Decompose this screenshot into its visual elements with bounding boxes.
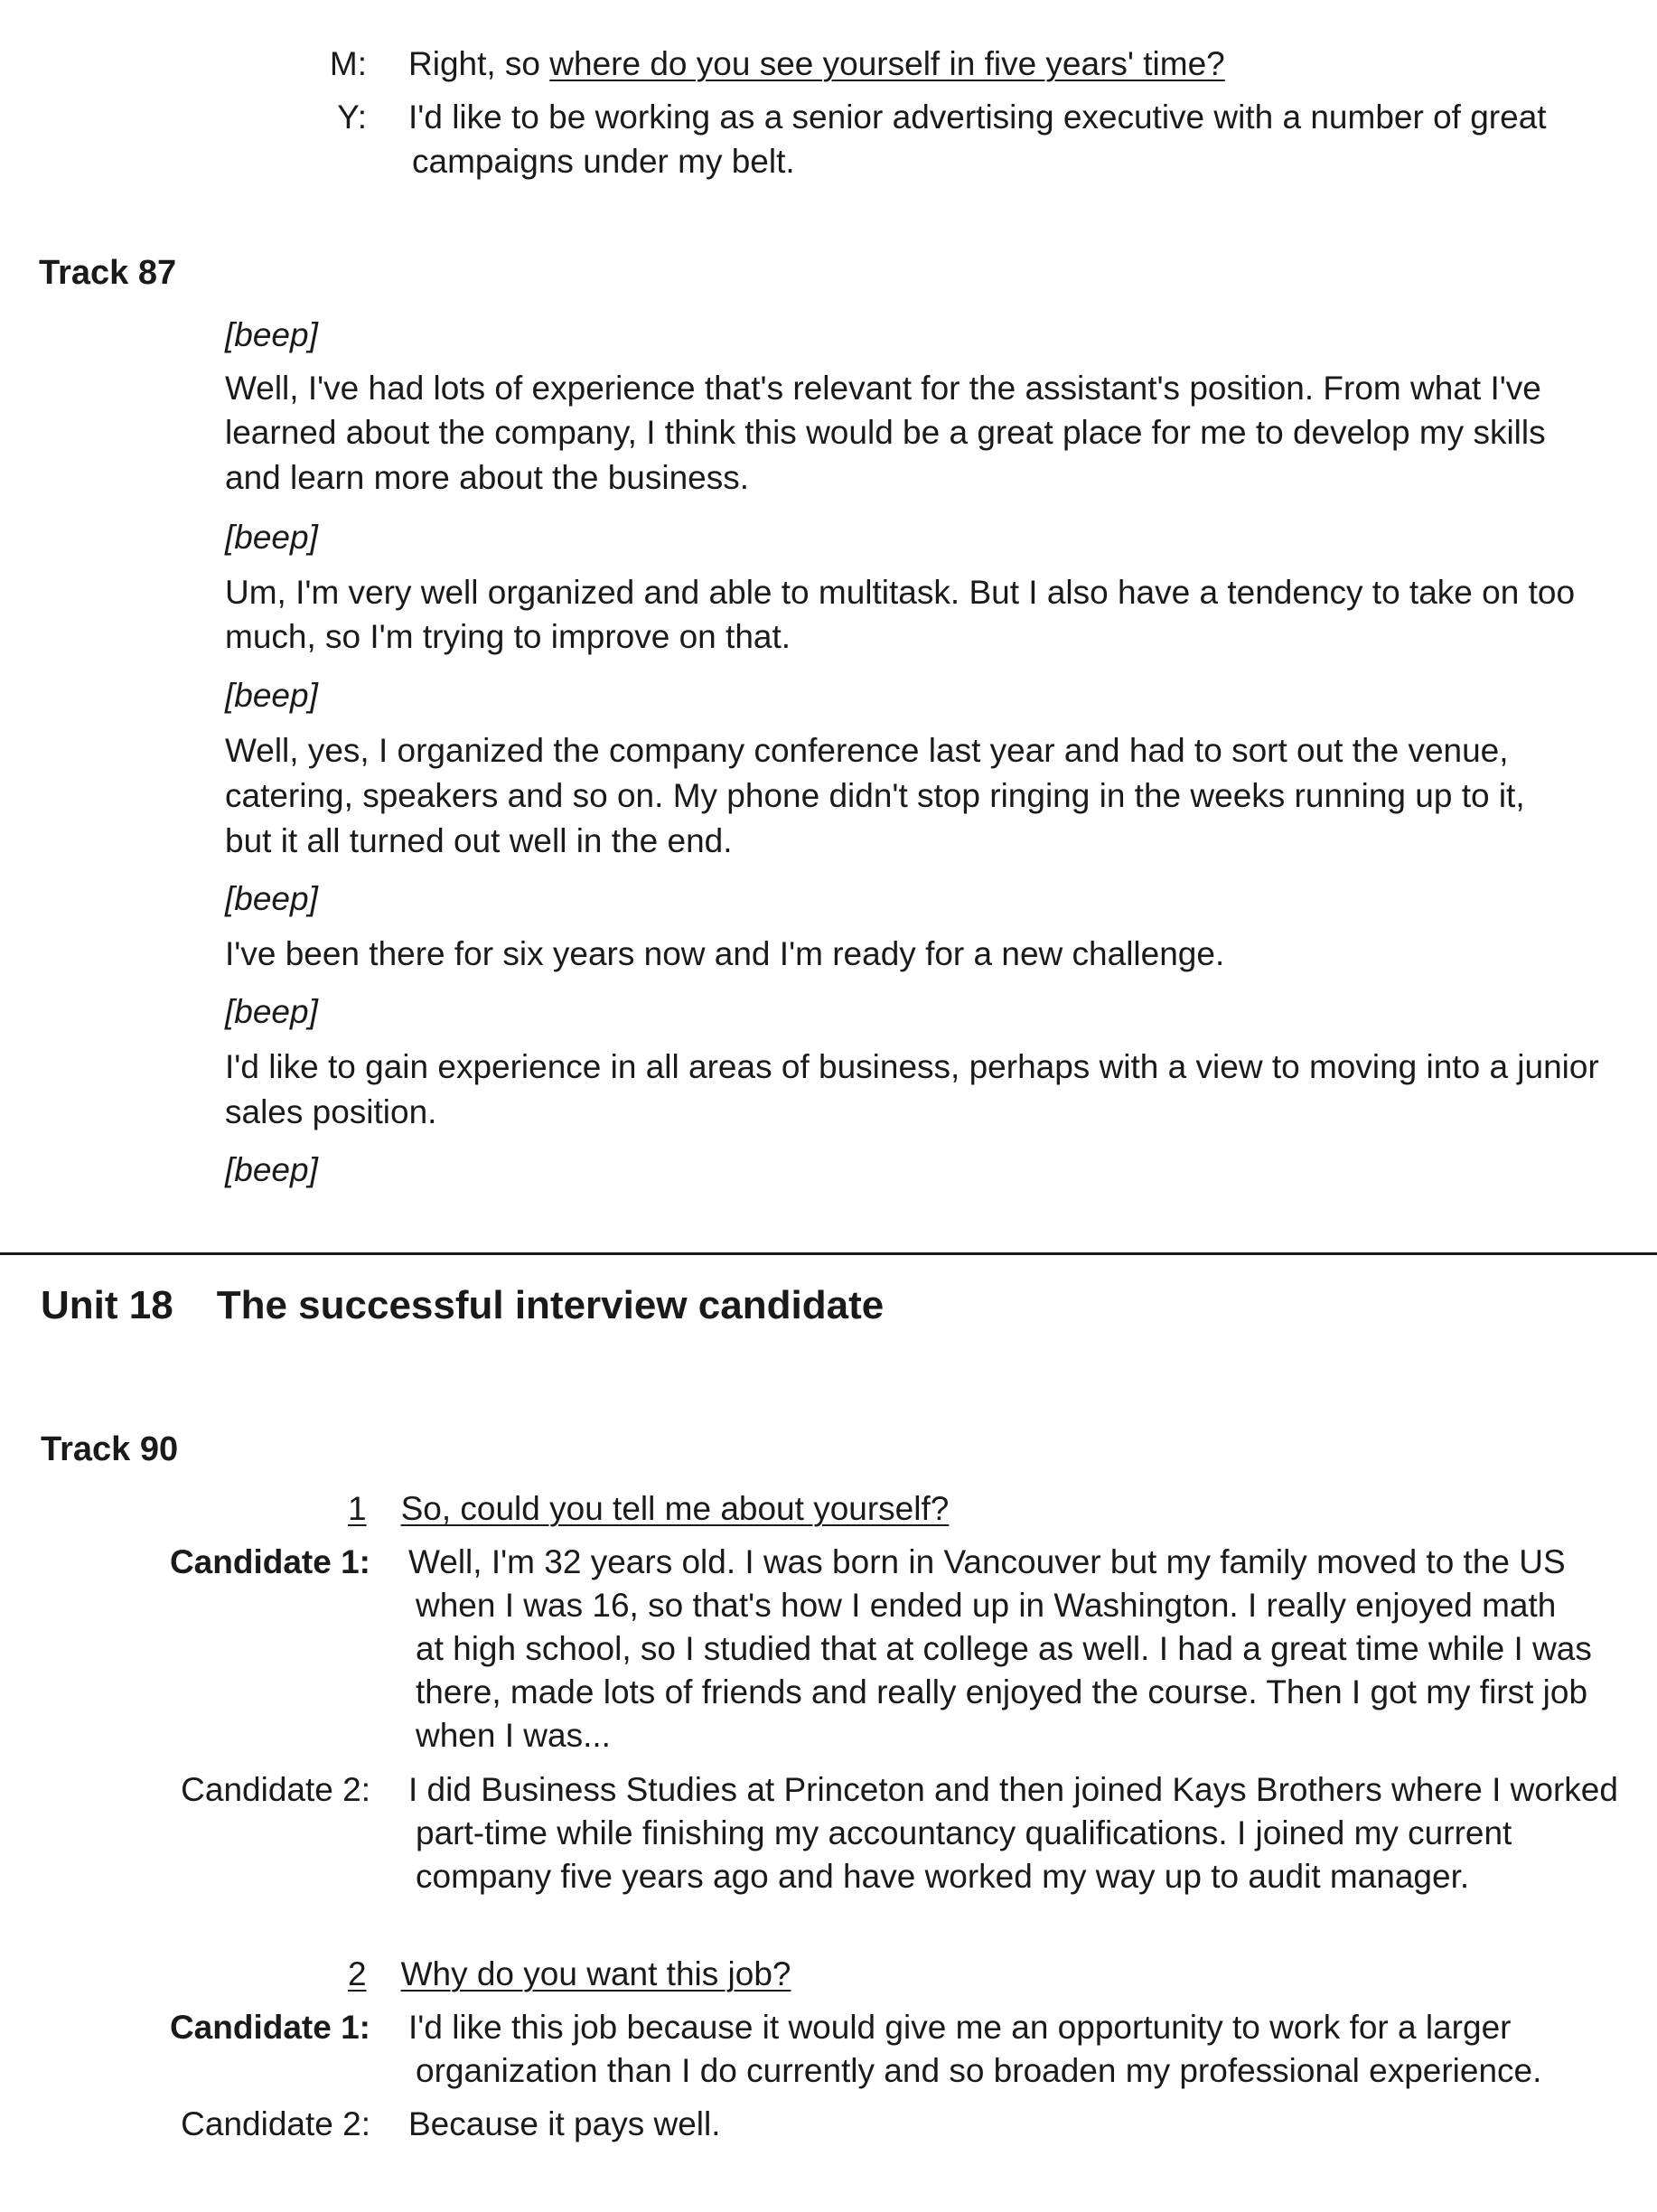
speaker-m: M:	[329, 45, 367, 82]
speaker-y: Y:	[337, 98, 367, 136]
candidate-2-label: Candidate 2:	[181, 1771, 370, 1808]
beep-label: [beep]	[225, 316, 318, 353]
track87-answer-3-line-1: Well, yes, I organized the company conference last year and had to sort out the venue,	[225, 732, 1509, 769]
track87-answer-2-line-2: much, so I'm trying to improve on that.	[225, 618, 791, 655]
beep-label: [beep]	[225, 1151, 318, 1188]
q1-candidate-1-line-5: when I was...	[416, 1717, 611, 1754]
q1-candidate-1-line-3: at high school, so I studied that at college as well. I had a great time while I was	[416, 1630, 1592, 1667]
beep-label: [beep]	[225, 993, 318, 1030]
beep-label: [beep]	[225, 880, 318, 917]
track87-answer-3-line-3: but it all turned out well in the end.	[225, 822, 733, 859]
question-text: So, could you tell me about yourself?	[400, 1490, 950, 1527]
track87-answer-5-line-2: sales position.	[225, 1093, 437, 1130]
question-text: Why do you want this job?	[400, 1955, 791, 1992]
unit-number: Unit 18	[41, 1283, 173, 1327]
question-number: 2	[348, 1955, 367, 1992]
q2-candidate-1-line-1: I'd like this job because it would give me an opportunity to work for a larger	[408, 2009, 1512, 2046]
track87-answer-4-line-1: I've been there for six years now and I'm ready for a new challenge.	[225, 935, 1225, 972]
q1-candidate-2-line-3: company five years ago and have worked my way up to audit manager.	[416, 1858, 1470, 1895]
candidate-2-label: Candidate 2:	[181, 2105, 370, 2142]
dialogue-m-underlined: where do you see yourself in five years' time?	[549, 45, 1225, 82]
dialogue-y-line-1: I'd like to be working as a senior advertising executive with a number of great	[408, 98, 1547, 136]
track87-answer-5-line-1: I'd like to gain experience in all areas of business, perhaps with a view to moving into a junior	[225, 1048, 1599, 1085]
track87-answer-1-line-2: learned about the company, I think this would be a great place for me to develop my skills	[225, 414, 1546, 451]
dialogue-m-line	[408, 42, 1225, 86]
track87-answer-2-line-1: Um, I'm very well organized and able to multitask. But I also have a tendency to take on too	[225, 574, 1576, 611]
beep-label: [beep]	[225, 677, 318, 714]
track-87-heading: Track 87	[39, 254, 177, 292]
question-2	[348, 1952, 791, 1996]
q1-candidate-1-line-4: there, made lots of friends and really enjoyed the course. Then I got my first job	[416, 1673, 1588, 1711]
q2-candidate-2-line-1: Because it pays well.	[408, 2105, 721, 2142]
q1-candidate-2-line-2: part-time while finishing my accountancy qualifications. I joined my current	[416, 1814, 1512, 1851]
track87-answer-1-line-3: and learn more about the business.	[225, 459, 750, 496]
q2-candidate-1-line-2: organization than I do currently and so broaden my professional experience.	[416, 2052, 1542, 2089]
dialogue-y-line-2: campaigns under my belt.	[412, 143, 795, 180]
q1-candidate-1-line-2: when I was 16, so that's how I ended up in Washington. I really enjoyed math	[416, 1587, 1557, 1624]
beep-label: [beep]	[225, 519, 318, 556]
track87-answer-3-line-2: catering, speakers and so on. My phone didn't stop ringing in the weeks running up to it,	[225, 777, 1525, 814]
dialogue-m-plain: Right, so	[408, 45, 550, 82]
track87-answer-1-line-1: Well, I've had lots of experience that's relevant for the assistant's position. From what I've	[225, 370, 1541, 407]
question-1	[348, 1486, 949, 1531]
candidate-1-label: Candidate 1:	[169, 1543, 370, 1580]
unit-heading	[41, 1281, 884, 1330]
section-divider	[0, 1252, 1657, 1255]
q1-candidate-1-line-1: Well, I'm 32 years old. I was born in Vancouver but my family moved to the US	[408, 1543, 1566, 1580]
unit-title: The successful interview candidate	[216, 1283, 885, 1327]
question-number: 1	[348, 1490, 367, 1527]
candidate-1-label: Candidate 1:	[169, 2009, 370, 2046]
q1-candidate-2-line-1: I did Business Studies at Princeton and then joined Kays Brothers where I worked	[408, 1771, 1618, 1808]
track-90-heading: Track 90	[41, 1430, 179, 1468]
